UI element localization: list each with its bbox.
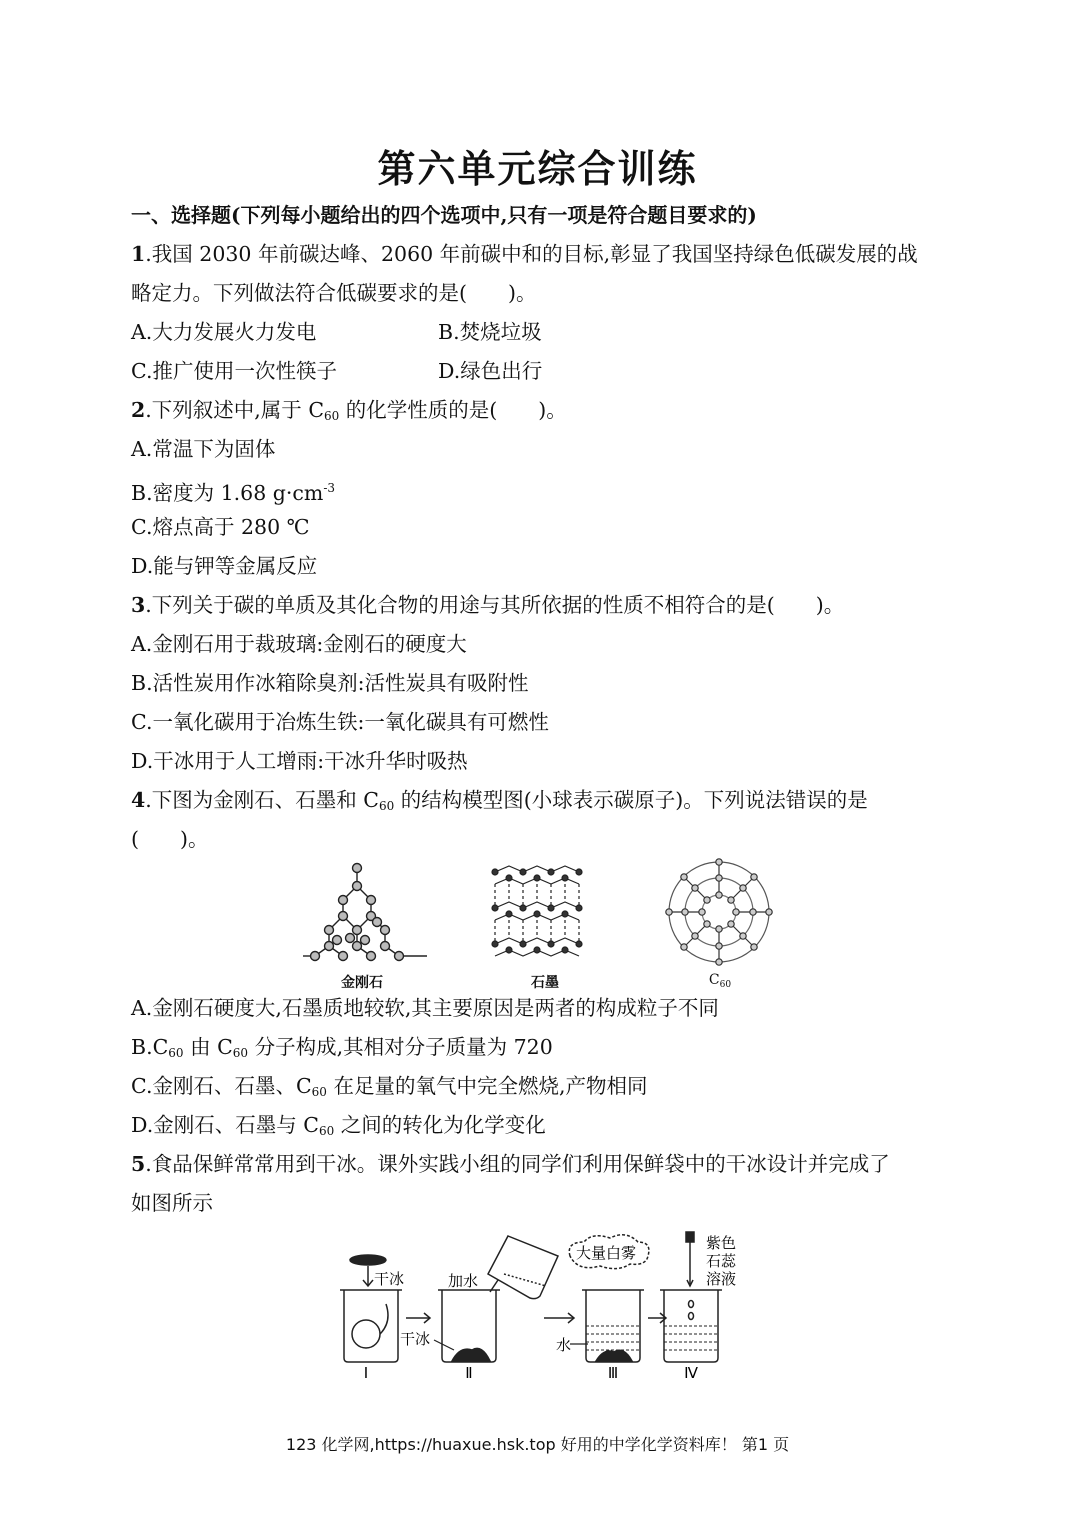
q2-option-b: B.密度为 1.68 $g\cdot cm^{-3}$ bbox=[131, 481, 336, 505]
q3-option-a: A.金刚石用于裁玻璃:金刚石的硬度大 bbox=[131, 632, 467, 656]
diamond-caption: 金刚石 bbox=[341, 975, 383, 991]
litmus-label-3: 溶液 bbox=[706, 1270, 737, 1288]
page-footer: 123 化学网,https://huaxue.hsk.top 好用的中学化学资料库！ 第1 页 bbox=[285, 1435, 790, 1454]
dry-ice-label-1: 干冰 bbox=[374, 1270, 405, 1288]
step-1-label: Ⅰ bbox=[363, 1364, 369, 1382]
q2-option-a: A.常温下为固体 bbox=[131, 437, 276, 461]
q4-stem: 4.下图为金刚石、石墨和 $C_{60}$ 的结构模型图(小球表示碳原子)。下列说法错误的是 bbox=[131, 788, 868, 813]
q5-stem-line1: 5.食品保鲜常常用到干冰。课外实践小组的同学们利用保鲜袋中的干冰设计并完成了 bbox=[131, 1152, 890, 1176]
beaker-2-icon bbox=[438, 1290, 500, 1362]
diamond-structure-icon bbox=[303, 864, 427, 961]
q1-stem-line2: 略定力。下列做法符合低碳要求的是( )。 bbox=[131, 281, 537, 305]
dry-ice-pointer bbox=[434, 1340, 454, 1350]
q1-option-b: B.焚烧垃圾 bbox=[438, 320, 542, 344]
q3-option-c: C.一氧化碳用于冶炼生铁:一氧化碳具有可燃性 bbox=[131, 710, 549, 734]
step-4-label: Ⅳ bbox=[684, 1364, 698, 1382]
q4-option-b: $B.C_{60}$ 由 $C_{60}$ 分子构成,其相对分子质量为 720 bbox=[131, 1035, 553, 1060]
c60-structure-icon bbox=[666, 859, 772, 965]
step-3-label: Ⅲ bbox=[607, 1364, 619, 1382]
step-2-label: Ⅱ bbox=[465, 1364, 473, 1382]
q1-option-a: A.大力发展火力发电 bbox=[131, 320, 317, 344]
litmus-label-2: 石蕊 bbox=[706, 1252, 737, 1270]
add-water-label: 加水 bbox=[448, 1272, 479, 1290]
q2-option-d: D.能与钾等金属反应 bbox=[131, 554, 318, 578]
section-heading: 一、选择题(下列每小题给出的四个选项中,只有一项是符合题目要求的) bbox=[131, 203, 757, 227]
q4-stem-paren: ( )。 bbox=[131, 827, 209, 851]
dry-ice-experiment-figure bbox=[330, 1228, 750, 1383]
q2-stem: 2.下列叙述中,属于 $C_{60}$ 的化学性质的是( )。 bbox=[131, 398, 567, 423]
arrow-2-icon bbox=[544, 1313, 574, 1323]
litmus-label-1: 紫色 bbox=[706, 1234, 737, 1252]
q1-option-d: D.绿色出行 bbox=[438, 359, 543, 383]
page-title: 第六单元综合训练 bbox=[377, 146, 698, 191]
q3-option-b: B.活性炭用作冰箱除臭剂:活性炭具有吸附性 bbox=[131, 671, 529, 695]
white-fog-label: 大量白雾 bbox=[576, 1244, 637, 1262]
dry-ice-label-2: 干冰 bbox=[400, 1330, 431, 1348]
arrow-1-icon bbox=[406, 1313, 430, 1323]
q5-stem-line2: 如图所示 bbox=[131, 1191, 213, 1215]
graphite-structure-icon bbox=[492, 866, 582, 956]
q4-option-a: A.金刚石硬度大,石墨质地较软,其主要原因是两者的构成粒子不同 bbox=[131, 996, 719, 1020]
q1-stem-line1: 1.我国 2030 年前碳达峰、2060 年前碳中和的目标,彰显了我国坚持绿色低碳发展的战 bbox=[131, 242, 918, 266]
graphite-caption: 石墨 bbox=[531, 975, 559, 991]
q4-option-d: D.金刚石、石墨与 $C_{60}$ 之间的转化为化学变化 bbox=[131, 1113, 546, 1138]
c60-caption: $C_{60}$ bbox=[708, 972, 732, 990]
q4-option-c: C.金刚石、石墨、$C_{60}$ 在足量的氧气中完全燃烧,产物相同 bbox=[131, 1074, 648, 1099]
q1-option-c: C.推广使用一次性筷子 bbox=[131, 359, 337, 383]
q2-option-c: C.熔点高于 280 ℃ bbox=[131, 515, 310, 539]
q3-stem: 3.下列关于碳的单质及其化合物的用途与其所依据的性质不相符合的是( )。 bbox=[131, 593, 845, 617]
carbon-structures-figure bbox=[295, 858, 785, 970]
q3-option-d: D.干冰用于人工增雨:干冰升华时吸热 bbox=[131, 749, 468, 773]
water-label: 水 bbox=[556, 1336, 572, 1354]
